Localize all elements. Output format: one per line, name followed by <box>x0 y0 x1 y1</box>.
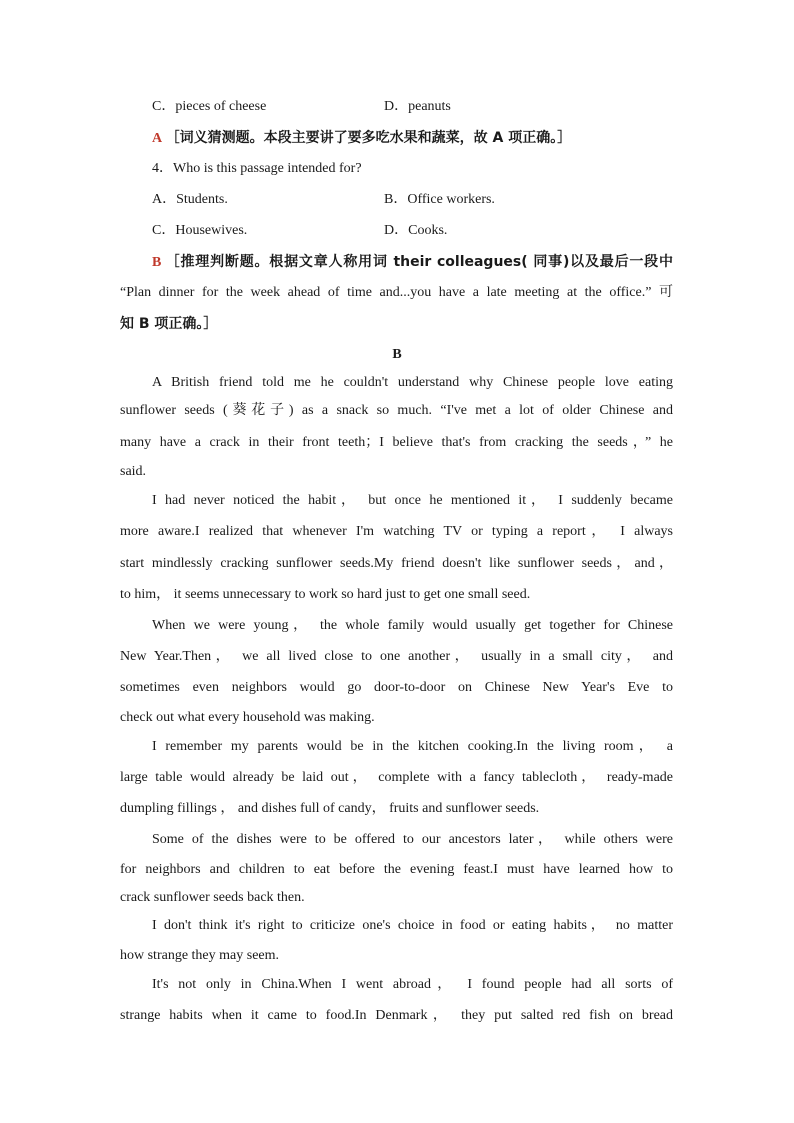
section-title: B <box>392 347 402 362</box>
passage-line: New Year.Then， we all lived close to one another， usually in a small city， and <box>120 649 673 664</box>
passage-line: check out what every household was making. <box>120 710 375 725</box>
q4-option-c: C．Housewives. <box>152 223 248 238</box>
passage-line: It's not only in China.When I went abroad， I found people had all sorts of <box>152 977 673 992</box>
q4-explanation-3: 知 B 项正确。］ <box>120 316 218 332</box>
passage-line: A British friend told me he couldn't understand why Chinese people love eating <box>152 375 673 390</box>
passage-line: I don't think it's right to criticize one's choice in food or eating habits， no matter <box>152 918 673 933</box>
q3-answer-letter: A <box>152 131 163 146</box>
q4-explanation-1: ［推理判断题。根据文章人称用词 their colleagues( 同事)以及最后一段中 <box>165 254 673 270</box>
q4-question: 4．Who is this passage intended for? <box>152 161 362 176</box>
q4-option-d: D．Cooks. <box>384 223 448 238</box>
passage-line: I remember my parents would be in the kitchen cooking.In the living room， a <box>152 739 673 754</box>
passage-line: for neighbors and children to eat before the evening feast.I must have learned how to <box>120 862 673 877</box>
passage-line: to him， it seems unnecessary to work so hard just to get one small seed. <box>120 587 531 602</box>
passage-line: sunflower seeds (葵花子) as a snack so much. “I've met a lot of older Chinese and <box>120 403 673 418</box>
q3-explanation: ［词义猜测题。本段主要讲了要多吃水果和蔬菜，故 A 项正确。］ <box>165 130 572 146</box>
q4-answer-line-1 <box>152 252 673 273</box>
passage-line: start mindlessly cracking sunflower seeds.My friend doesn't like sunflower seeds，and， <box>120 556 673 571</box>
passage-line: more aware.I realized that whenever I'm watching TV or typing a report， I always <box>120 524 673 539</box>
q4-option-b: B．Office workers. <box>384 192 495 207</box>
q3-answer <box>152 128 571 149</box>
passage-line: large table would already be laid out， complete with a fancy tablecloth， ready-made <box>120 770 673 785</box>
passage-line: sometimes even neighbors would go door-to-door on Chinese New Year's Eve to <box>120 680 673 695</box>
passage-line: When we were young， the whole family would usually get together for Chinese <box>152 618 673 633</box>
passage-line: strange habits when it came to food.In Denmark， they put salted red fish on bread <box>120 1008 673 1023</box>
q3-option-c: C．pieces of cheese <box>152 99 267 114</box>
q4-option-a: A．Students. <box>152 192 228 207</box>
passage-line: many have a crack in their front teeth；I believe that's from cracking the seeds，” he <box>120 435 673 450</box>
passage-line: how strange they may seem. <box>120 948 280 963</box>
passage-line: Some of the dishes were to be offered to our ancestors later， while others were <box>152 832 673 847</box>
passage-line: dumpling fillings ， and dishes full of candy， fruits and sunflower seeds. <box>120 801 540 816</box>
passage-line: crack sunflower seeds back then. <box>120 890 305 905</box>
q4-answer-letter: B <box>152 255 162 270</box>
passage-line: said. <box>120 464 147 479</box>
q3-option-d: D．peanuts <box>384 99 451 114</box>
passage-line: I had never noticed the habit， but once he mentioned it， I suddenly became <box>152 493 673 508</box>
q4-explanation-2: “Plan dinner for the week ahead of time and...you have a late meeting at the office.” 可 <box>120 285 673 300</box>
